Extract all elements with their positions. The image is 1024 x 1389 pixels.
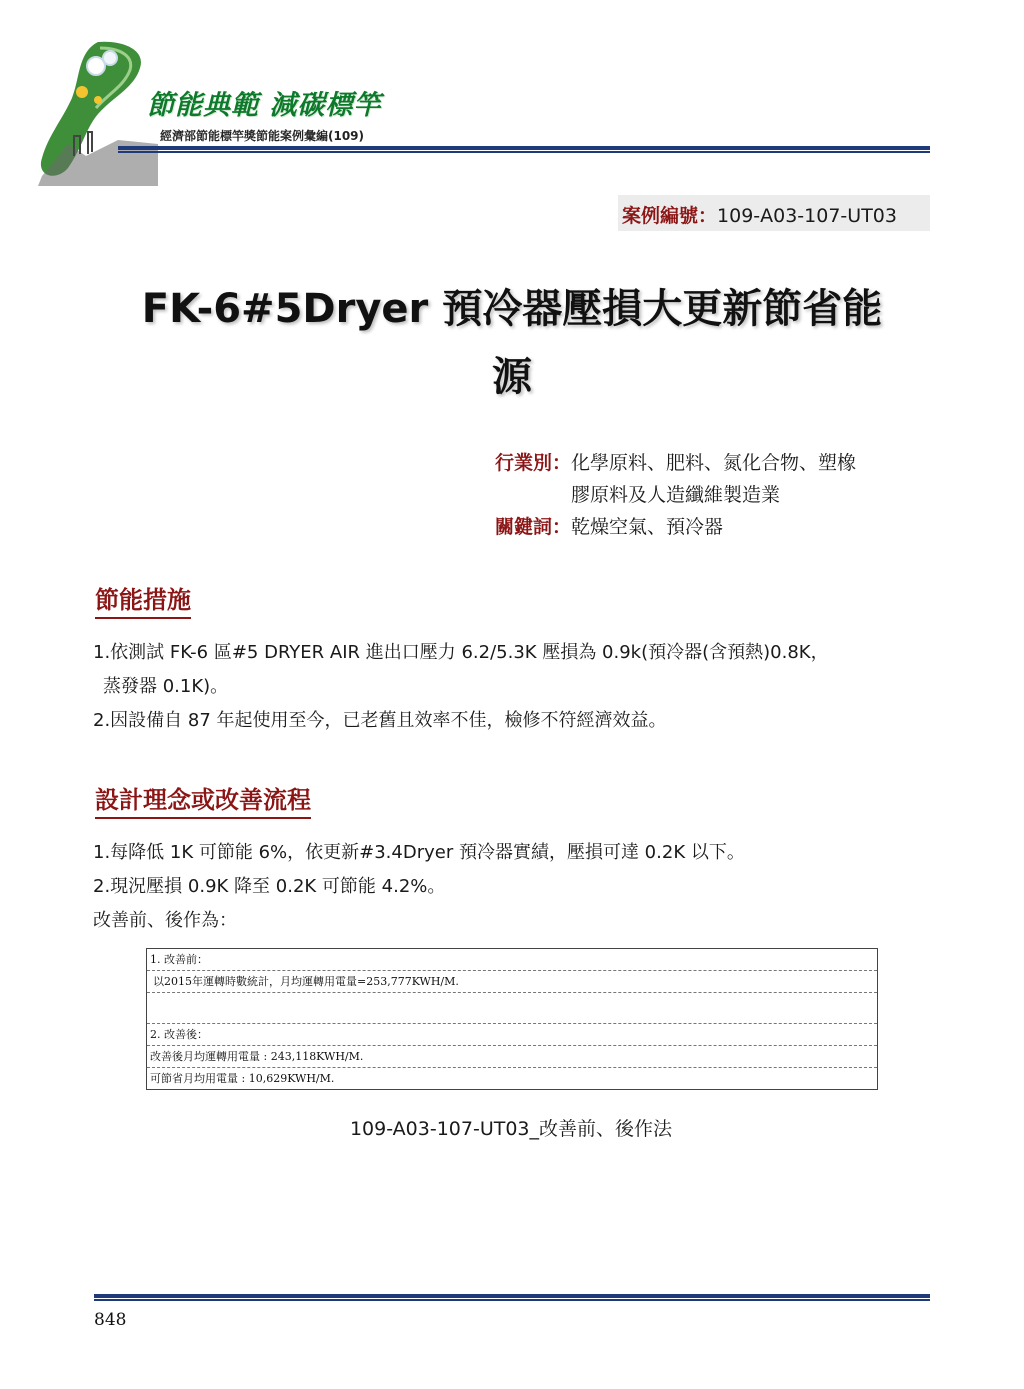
keywords-value: 乾燥空氣、預冷器 <box>571 516 724 538</box>
page-title-line1: FK-6#5Dryer 預冷器壓損大更新節省能 <box>141 286 883 332</box>
meta-block <box>495 447 935 543</box>
section-heading-design: 設計理念或改善流程 <box>95 780 311 819</box>
measures-item-2: 2.因設備自 87 年起使用至今，已老舊且效率不佳，檢修不符經濟效益。 <box>93 710 667 731</box>
before-after-table <box>146 948 878 1090</box>
table-row: 改善後月均運轉用電量 : 243,118KWH/M. <box>147 1046 877 1068</box>
series-subtitle: 經濟部節能標竿獎節能案例彙編(109) <box>160 129 365 143</box>
case-number-box <box>618 195 930 231</box>
design-body <box>93 836 943 938</box>
table-row: 1. 改善前： <box>147 949 877 971</box>
section-heading-measures: 節能措施 <box>95 580 191 619</box>
industry-value-line2: 膠原料及人造纖維製造業 <box>571 484 781 506</box>
page-title <box>90 275 934 411</box>
case-number-label: 案例編號： <box>622 205 718 227</box>
figure-caption: 109-A03-107-UT03_改善前、後作法 <box>349 1118 673 1140</box>
measures-item-1: 1.依測試 FK-6 區#5 DRYER AIR 進出口壓力 6.2/5.3K 壓損為 0.9k(預冷器(含預熱)0.8K， <box>93 642 829 663</box>
measures-body <box>93 636 943 738</box>
page-number: 848 <box>94 1310 127 1330</box>
table-row: 以2015年運轉時數統計，月均運轉用電量=253,777KWH/M. <box>147 971 877 993</box>
table-row <box>147 993 877 1024</box>
footer-divider <box>94 1294 930 1302</box>
industry-row <box>495 447 935 511</box>
design-item-2: 2.現況壓損 0.9K 降至 0.2K 可節能 4.2%。 <box>93 876 446 897</box>
design-lead: 改善前、後作為： <box>93 910 237 931</box>
industry-value <box>571 447 856 511</box>
keywords-row <box>495 511 935 543</box>
table-row: 可節省月均用電量 : 10,629KWH/M. <box>150 1072 335 1085</box>
taiwan-leaf-logo-icon <box>28 36 158 186</box>
series-title: 節能典範 減碳標竿 <box>147 90 382 121</box>
case-number-value: 109-A03-107-UT03 <box>717 205 897 227</box>
header-divider <box>118 146 930 154</box>
measures-item-1-cont: 蒸發器 0.1K)。 <box>103 676 229 697</box>
industry-value-line1: 化學原料、肥料、氮化合物、塑橡 <box>571 452 857 474</box>
keywords-label: 關鍵詞： <box>495 516 572 538</box>
page-title-line2: 源 <box>492 354 532 400</box>
table-row: 2. 改善後： <box>147 1024 877 1046</box>
design-item-1: 1.每降低 1K 可節能 6%，依更新#3.4Dryer 預冷器實績，壓損可達 0.2K 以下。 <box>93 842 745 863</box>
industry-label: 行業別： <box>495 452 572 474</box>
